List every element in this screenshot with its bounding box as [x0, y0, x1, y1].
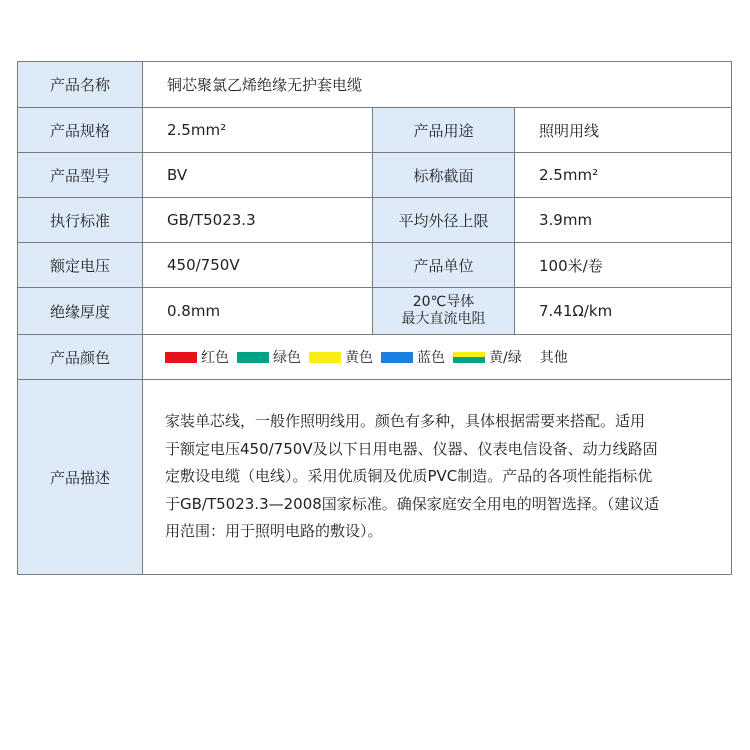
value-outer-diameter: 3.9mm — [514, 198, 731, 242]
color-label-other: 其他 — [539, 350, 568, 366]
label-rated-voltage: 额定电压 — [18, 243, 142, 287]
color-swatch-blue — [381, 352, 413, 363]
value-product-description — [142, 380, 731, 574]
row-voltage — [18, 243, 731, 288]
value-product-name: 铜芯聚氯乙烯绝缘无护套电缆 — [142, 62, 731, 107]
color-swatch-yellow — [309, 352, 341, 363]
product-spec-table — [17, 61, 732, 575]
label-product-model: 产品型号 — [18, 153, 142, 197]
color-label-yellow: 黄色 — [345, 350, 373, 366]
row-product-name — [18, 62, 731, 108]
value-standard: GB/T5023.3 — [142, 198, 372, 242]
color-swatch-red — [165, 352, 197, 363]
label-product-color: 产品颜色 — [18, 335, 142, 379]
label-dc-resistance — [372, 288, 514, 334]
description-line: 定敷设电缆（电线）。采用优质铜及优质PVC制造。产品的各项性能指标优 — [165, 467, 653, 486]
color-label-green: 绿色 — [273, 350, 301, 366]
label-dc-resistance-line2: 最大直流电阻 — [401, 311, 486, 327]
row-product-spec — [18, 108, 731, 153]
label-outer-diameter: 平均外径上限 — [372, 198, 514, 242]
row-product-color — [18, 335, 731, 380]
value-rated-voltage: 450/750V — [142, 243, 372, 287]
value-insulation-thickness: 0.8mm — [142, 288, 372, 334]
description-line: 用范围：用于照明电路的敷设）。 — [165, 522, 383, 541]
value-product-color — [142, 335, 731, 379]
label-product-name: 产品名称 — [18, 62, 142, 107]
description-line: 于额定电压450/750V及以下日用电器、仪器、仪表电信设备、动力线路固 — [165, 439, 658, 458]
label-nominal-section: 标称截面 — [372, 153, 514, 197]
row-standard — [18, 198, 731, 243]
label-dc-resistance-line1: 20℃导体 — [412, 294, 475, 310]
label-insulation-thickness: 绝缘厚度 — [18, 288, 142, 334]
description-line: 于GB/T5023.3—2008国家标准。确保家庭安全用电的明智选择。（建议适 — [165, 494, 660, 513]
value-product-usage: 照明用线 — [514, 108, 731, 152]
row-product-description — [18, 380, 731, 574]
description-text — [165, 380, 717, 574]
label-product-unit: 产品单位 — [372, 243, 514, 287]
row-insulation-thickness — [18, 288, 731, 335]
label-product-description: 产品描述 — [18, 380, 142, 574]
value-product-model: BV — [142, 153, 372, 197]
label-product-usage: 产品用途 — [372, 108, 514, 152]
value-dc-resistance: 7.41Ω/km — [514, 288, 731, 334]
color-label-red: 红色 — [201, 350, 229, 366]
color-label-yellow-green: 黄/绿 — [489, 350, 522, 366]
color-swatch-yellow-green — [453, 352, 485, 363]
description-line: 家装单芯线，一般作照明线用。颜色有多种，具体根据需要来搭配。适用 — [165, 412, 646, 431]
label-standard: 执行标准 — [18, 198, 142, 242]
label-product-spec: 产品规格 — [18, 108, 142, 152]
value-nominal-section: 2.5mm² — [514, 153, 731, 197]
color-swatch-list — [165, 347, 576, 367]
row-product-model — [18, 153, 731, 198]
value-product-spec: 2.5mm² — [142, 108, 372, 152]
color-label-blue: 蓝色 — [417, 350, 445, 366]
value-product-unit: 100米/卷 — [514, 243, 731, 287]
color-swatch-green — [237, 352, 269, 363]
